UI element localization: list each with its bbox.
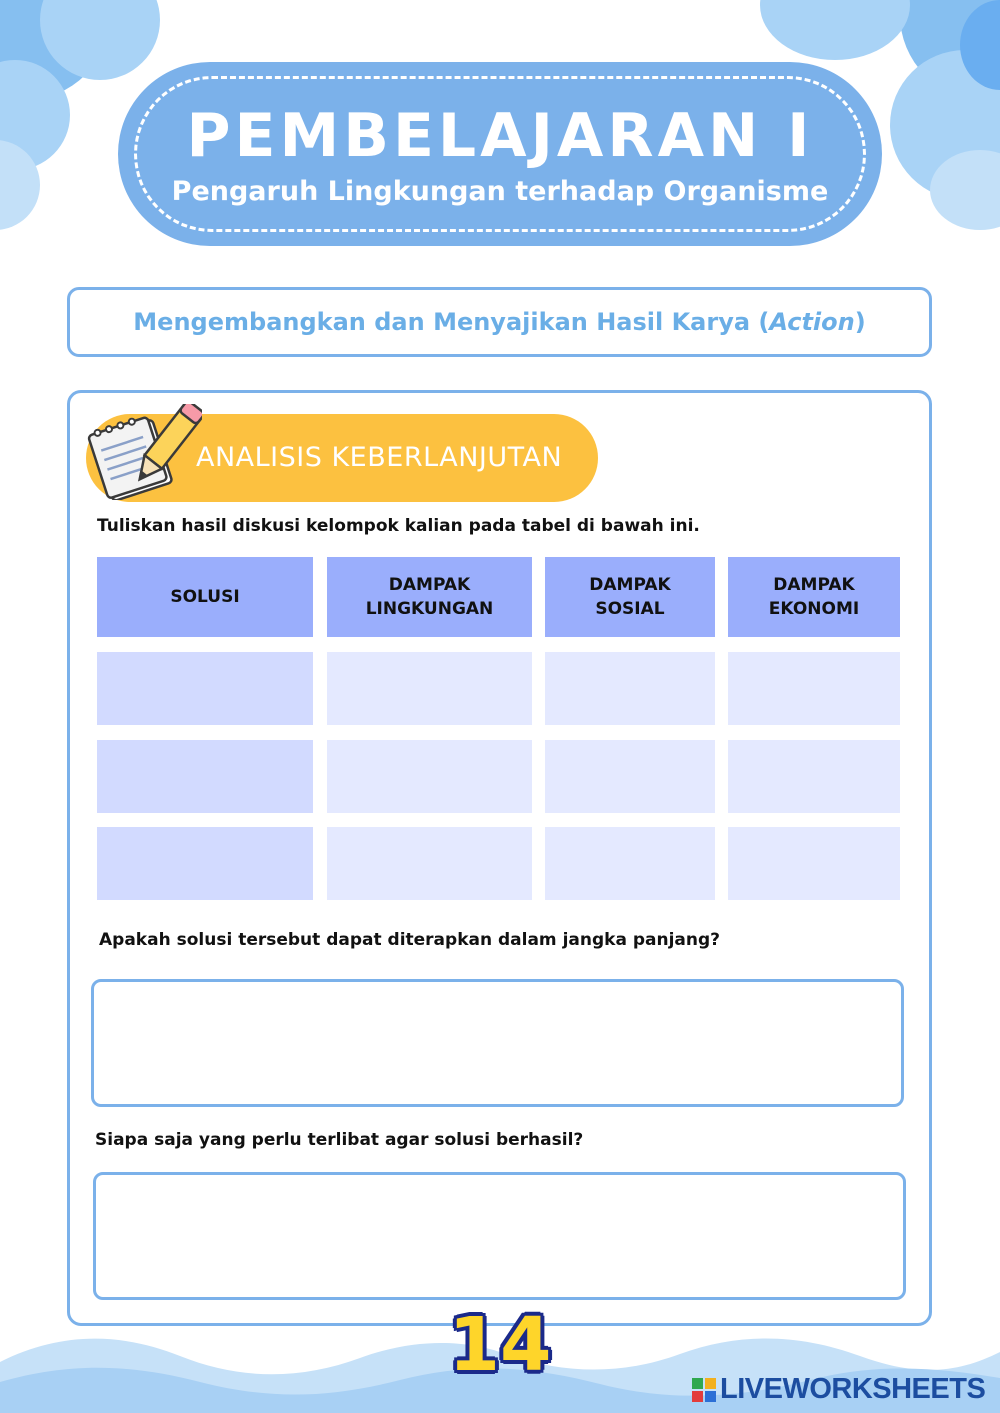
section-title: ANALISIS KEBERLANJUTAN <box>196 442 563 473</box>
header-line: SOSIAL <box>595 599 665 619</box>
table-cell-input[interactable] <box>728 740 900 813</box>
table-cell-input[interactable] <box>97 740 313 813</box>
liveworksheets-logo-icon <box>692 1378 716 1402</box>
header-line: DAMPAK <box>589 575 671 595</box>
table-cell-input[interactable] <box>545 652 715 725</box>
table-cell-input[interactable] <box>97 652 313 725</box>
notepad-pencil-icon <box>86 404 202 500</box>
table-cell-input[interactable] <box>327 652 532 725</box>
table-header-dampak-ekonomi <box>728 557 900 637</box>
table-cell-input[interactable] <box>545 827 715 900</box>
table-cell-input[interactable] <box>327 827 532 900</box>
header-line: SOLUSI <box>170 587 240 607</box>
table-cell-input[interactable] <box>327 740 532 813</box>
page-title: PEMBELAJARAN I <box>186 101 814 171</box>
action-heading-main: Mengembangkan dan Menyajikan Hasil Karya ( <box>133 308 770 336</box>
action-heading-end: ) <box>854 308 866 336</box>
table-cell-input[interactable] <box>545 740 715 813</box>
question-stakeholders: Siapa saja yang perlu terlibat agar solusi berhasil? <box>95 1130 584 1150</box>
question-long-term: Apakah solusi tersebut dapat diterapkan dalam jangka panjang? <box>99 930 721 950</box>
table-cell-input[interactable] <box>97 827 313 900</box>
table-instruction: Tuliskan hasil diskusi kelompok kalian pada tabel di bawah ini. <box>97 516 700 536</box>
header-line: DAMPAK <box>773 575 855 595</box>
table-cell-input[interactable] <box>728 827 900 900</box>
header-line: EKONOMI <box>768 599 860 619</box>
header-line: LINGKUNGAN <box>365 599 494 619</box>
table-header-dampak-sosial <box>545 557 715 637</box>
page-subtitle: Pengaruh Lingkungan terhadap Organisme <box>171 176 829 207</box>
action-heading-italic: Action <box>769 308 855 336</box>
table-header-dampak-lingkungan <box>327 557 532 637</box>
liveworksheets-brand: LIVEWORKSHEETS <box>720 1373 986 1405</box>
answer-input-stakeholders[interactable] <box>93 1172 906 1300</box>
table-header-solusi <box>97 557 313 637</box>
action-heading <box>70 290 929 354</box>
table-cell-input[interactable] <box>728 652 900 725</box>
action-heading-box <box>67 287 932 357</box>
cloud-decoration-top-right <box>760 0 910 60</box>
page-number: 14 <box>448 1302 552 1388</box>
answer-input-long-term[interactable] <box>91 979 904 1107</box>
header-line: DAMPAK <box>388 575 471 595</box>
